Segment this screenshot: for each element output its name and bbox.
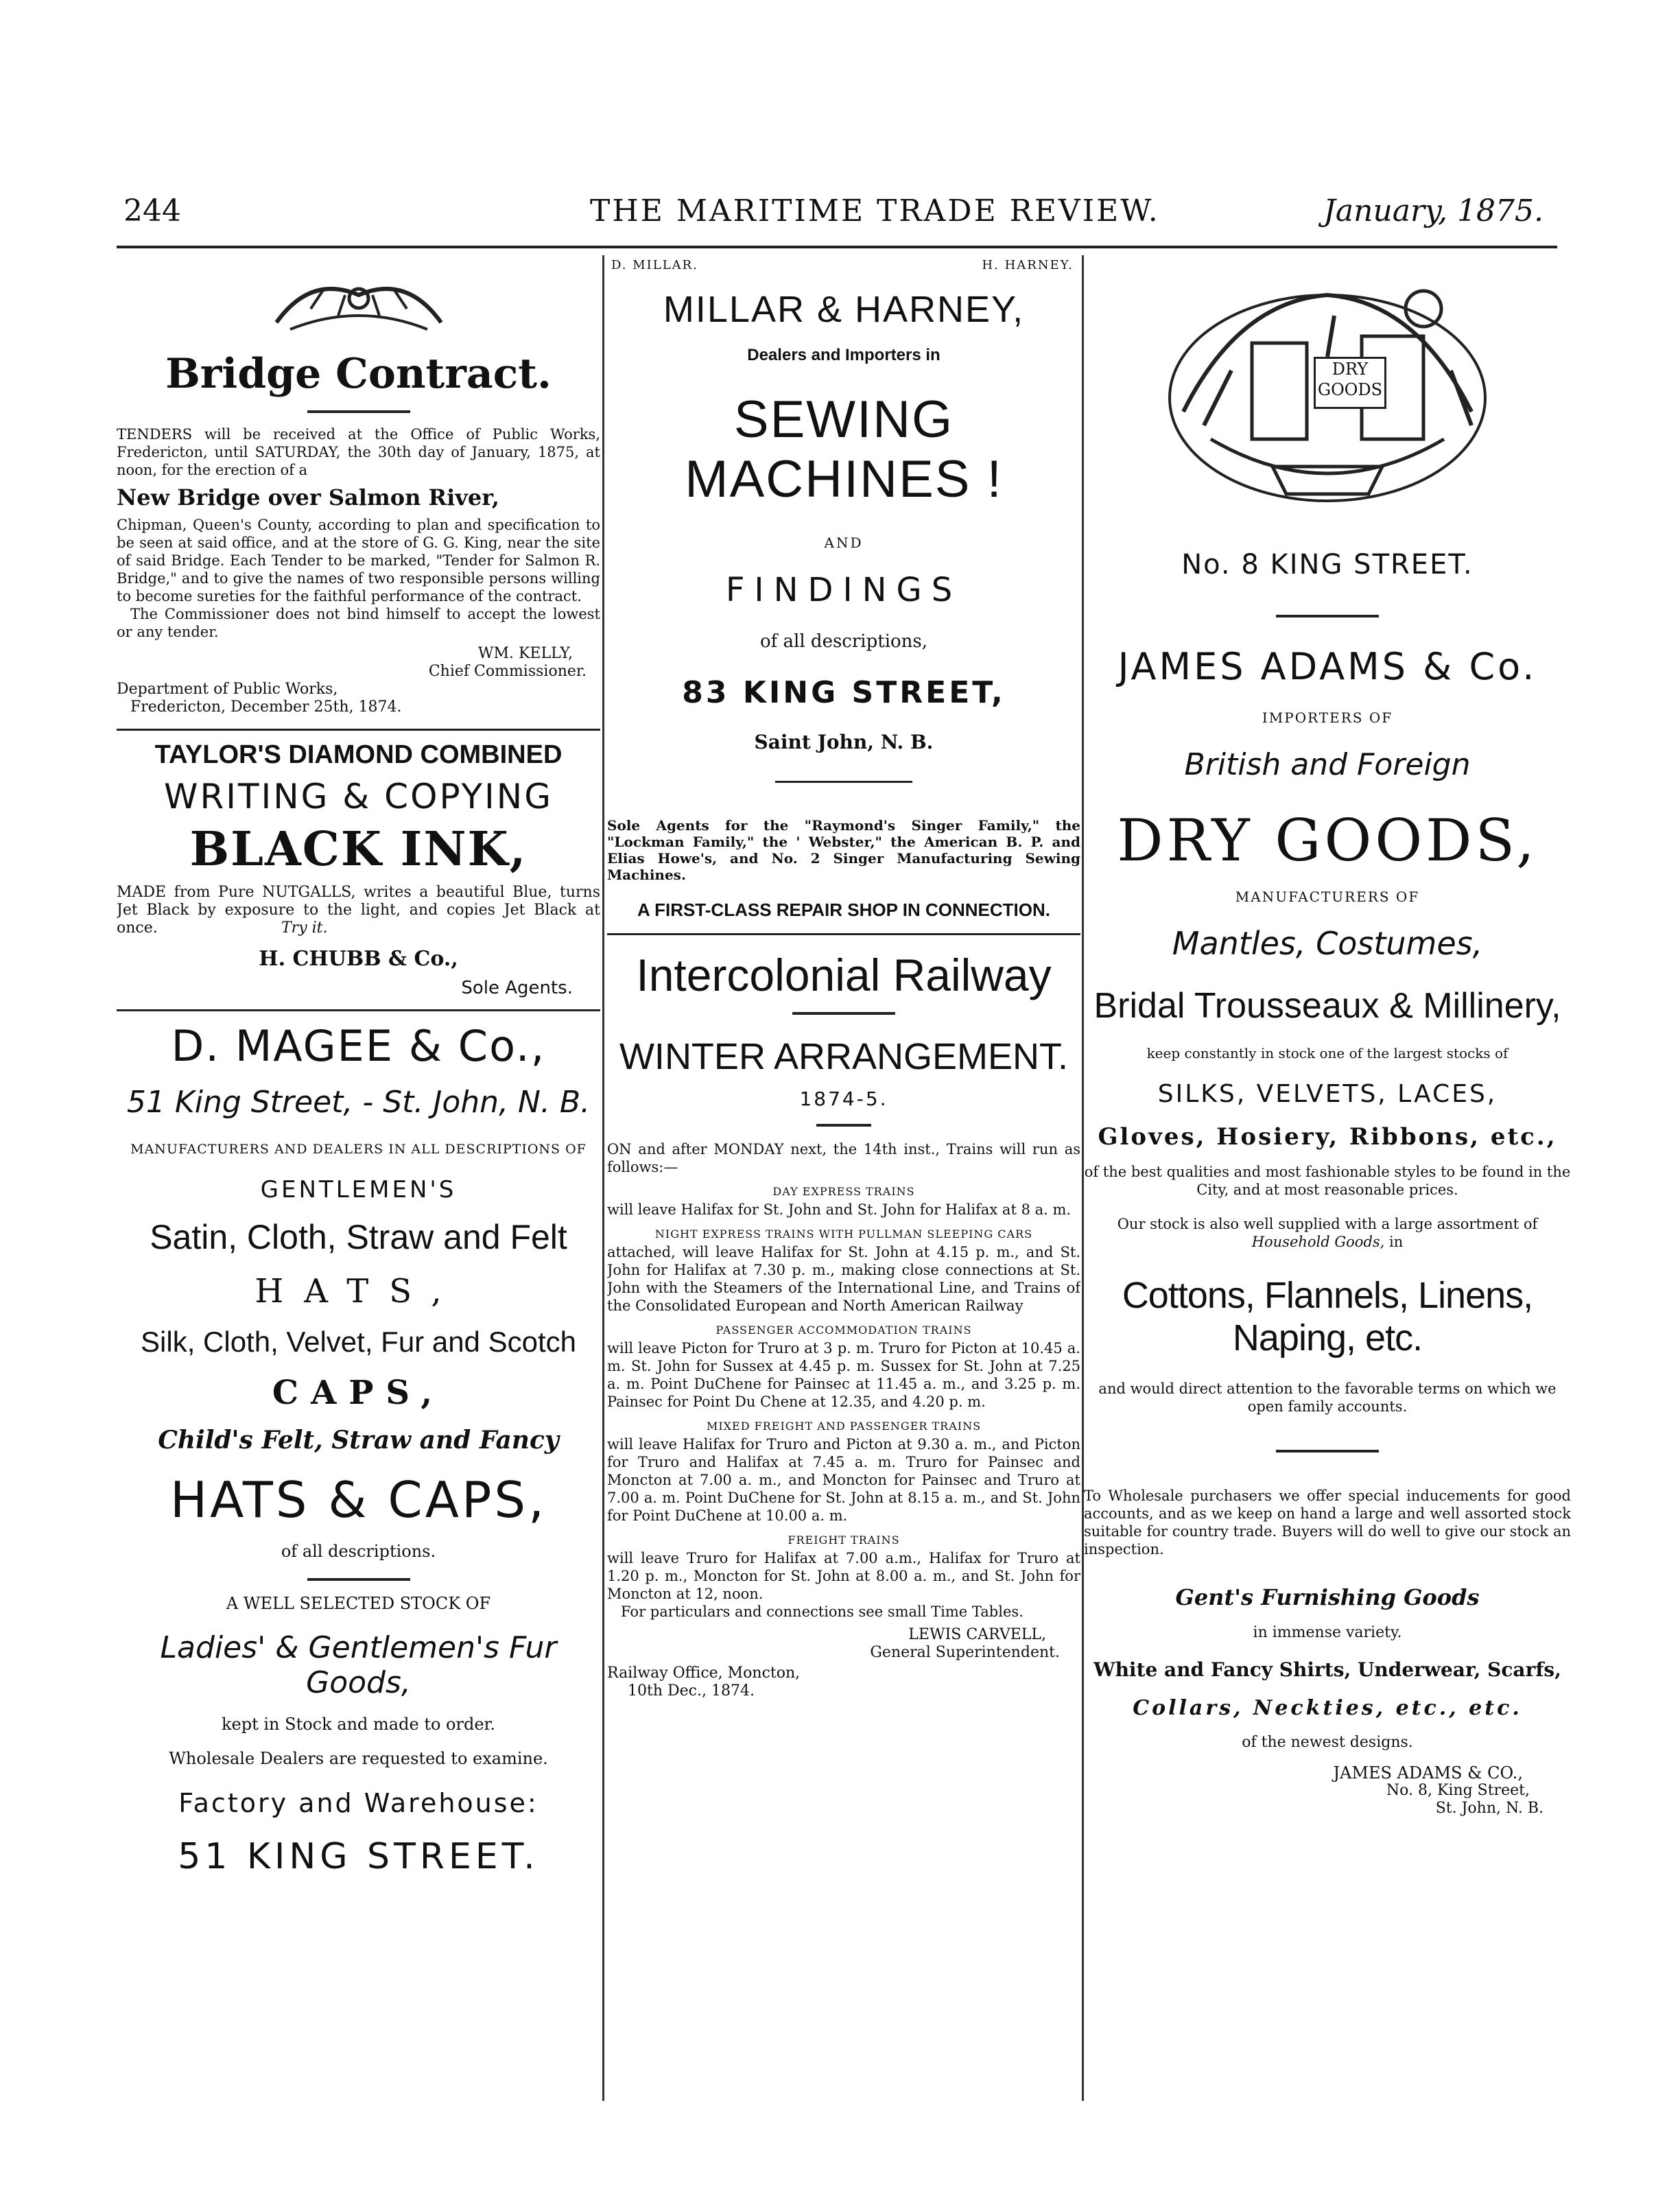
magee-factory: Factory and Warehouse: (178, 1788, 539, 1818)
millar-city: Saint John, N. B. (754, 731, 934, 753)
divider (307, 1578, 410, 1581)
adams-stock-line (1084, 1215, 1571, 1251)
railway-h5: FREIGHT TRAINS (788, 1533, 900, 1547)
magee-hats: HATS, (255, 1272, 462, 1310)
adams-sig: JAMES ADAMS & CO., (1333, 1763, 1523, 1783)
railway-p2: attached, will leave Halifax for St. John at 4.15 p. m., and St. John for Halifax at 7.30 p. m., making close connections at St. John with the Steamers of the International Line, and Trains of the Consolidated European and North American Railway (607, 1244, 1080, 1314)
millar-repair: A FIRST-CLASS REPAIR SHOP IN CONNECTION. (637, 900, 1050, 920)
adams-collars: Collars, Neckties, etc., etc. (1133, 1696, 1522, 1720)
bridge-dept: Department of Public Works, (117, 681, 338, 698)
partner-left: D. MILLAR. (611, 258, 698, 272)
column-2 (607, 254, 1080, 2175)
magee-gents: GENTLEMEN'S (260, 1176, 457, 1203)
millar-harney-ad (607, 257, 1080, 921)
adams-manuf: MANUFACTURERS OF (1235, 889, 1420, 905)
millar-sole: Sole Agents for the "Raymond's Singer Family," the "Lockman Family," the ' Webster," the American B. P. and Elias Howe's, and No. 2 Singer Manufacturing Sewing Machines. (607, 817, 1080, 883)
magee-alldesc: of all descriptions. (281, 1542, 436, 1561)
column-divider-1 (602, 255, 604, 2101)
divider (775, 781, 912, 783)
adams-keep: keep constantly in stock one of the largest stocks of (1146, 1045, 1509, 1061)
magee-satin: Satin, Cloth, Straw and Felt (150, 1218, 567, 1256)
railway-ad (607, 949, 1080, 1700)
railway-p6: For particulars and connections see small Time Tables. (621, 1603, 1024, 1620)
ornament-image (270, 268, 448, 343)
dry-goods-badge: DRY GOODS (1314, 357, 1386, 409)
bridge-body-3: The Commissioner does not bind himself to accept the lowest or any tender. (117, 606, 600, 640)
magee-caps: CAPS, (272, 1374, 445, 1412)
page-header (117, 185, 1557, 240)
ink-line-2: WRITING & COPYING (164, 777, 553, 816)
bridge-contract-ad (117, 268, 600, 716)
railway-winter: WINTER ARRANGEMENT. (619, 1036, 1069, 1077)
divider (607, 933, 1080, 935)
ink-line-3: BLACK INK, (189, 822, 528, 877)
magee-address: 51 King Street, - St. John, N. B. (126, 1085, 591, 1120)
magee-wholesale: Wholesale Dealers are requested to examine. (169, 1749, 548, 1768)
column-3 (1084, 254, 1571, 2175)
page-number: 244 (123, 193, 181, 228)
adams-shirts: White and Fancy Shirts, Underwear, Scarfs, (1093, 1658, 1561, 1681)
magee-silk: Silk, Cloth, Velvet, Fur and Scotch (141, 1326, 576, 1358)
partner-right: H. HARNEY. (982, 258, 1074, 272)
adams-cottons: Cottons, Flannels, Linens, Naping, etc. (1122, 1275, 1533, 1359)
magee-street: 51 KING STREET. (178, 1836, 539, 1877)
header-rule (117, 246, 1557, 248)
adams-silks: SILKS, VELVETS, LACES, (1157, 1080, 1498, 1108)
divider (117, 729, 600, 731)
railway-h2: NIGHT EXPRESS TRAINS WITH PULLMAN SLEEPING CARS (654, 1227, 1033, 1241)
ink-agent: H. CHUBB & Co., (259, 947, 458, 971)
adams-wholesale: To Wholesale purchasers we offer special inducements for good accounts, and as we keep on hand a large and well assorted stock suitable for country trade. Buyers will do well to give our stock an inspection. (1084, 1488, 1571, 1557)
magee-hatscaps: HATS & CAPS, (170, 1471, 547, 1529)
magee-childs: Child's Felt, Straw and Fancy (158, 1426, 559, 1455)
ink-agent-title: Sole Agents. (461, 978, 573, 998)
divider (816, 1124, 871, 1127)
millar-and: AND (824, 534, 864, 551)
page-date: January, 1875. (1323, 193, 1543, 228)
ink-ad (117, 740, 600, 998)
railway-p5: will leave Truro for Halifax at 7.00 a.m., Halifax for Truro at 1.20 p. m., Moncton for St. John at 8.00 a. m., and St. John for Moncton at 12, noon. (607, 1550, 1080, 1602)
magee-stock: A WELL SELECTED STOCK OF (226, 1594, 491, 1613)
millar-sewing: SEWING MACHINES ! (685, 390, 1003, 508)
adams-household: Household Goods, (1251, 1234, 1385, 1250)
adams-best: of the best qualities and most fashionable styles to be found in the City, and at most reasonable prices. (1084, 1164, 1571, 1198)
millar-findings: FINDINGS (725, 571, 962, 609)
railway-p3: will leave Picton for Truro at 3 p. m. Truro for Picton at 10.45 a. m. St. John for Sussex at 4.45 p. m. Sussex for St. John at 7.25 a. m. Point DuChene for Painsec at 11.45 a. m., and 3.25 p. m. Painsec for Point Du Chene at 12.35, and 4.20 p. m. (607, 1340, 1080, 1410)
railway-title: Intercolonial Railway (636, 950, 1052, 1000)
adams-importers: IMPORTERS OF (1262, 709, 1393, 726)
divider (307, 410, 410, 413)
adams-name: JAMES ADAMS & Co. (1117, 645, 1537, 688)
millar-dealers: Dealers and Importers in (747, 346, 940, 364)
railway-p4: will leave Halifax for Truro and Picton at 9.30 a. m., and Picton for Truro and Halifax at 7.45 a. m. Truro for Painsec and Moncton at 7.00 a. m., and Moncton for Painsec and Truro at 7.00 a. m. Point DuChene for St. John at 8.15 a. m., and St. John for Point DuChene at 10.00 a. m. (607, 1436, 1080, 1524)
millar-alldesc: of all descriptions, (759, 631, 928, 652)
adams-sig-addr: No. 8, King Street, (1386, 1782, 1530, 1799)
james-adams-ad (1084, 261, 1571, 1818)
railway-intro: ON and after MONDAY next, the 14th inst., Trains will run as follows:— (607, 1141, 1080, 1175)
magee-kept: kept in Stock and made to order. (222, 1715, 495, 1734)
millar-address: 83 KING STREET, (682, 675, 1006, 710)
ink-line-1: TAYLOR'S DIAMOND COMBINED (154, 740, 563, 769)
railway-year: 1874-5. (799, 1088, 888, 1110)
adams-british: British and Foreign (1184, 747, 1471, 782)
railway-office-date: 10th Dec., 1874. (628, 1682, 755, 1700)
bridge-dept-place: Fredericton, December 25th, 1874. (130, 698, 402, 716)
bridge-body-2: Chipman, Queen's County, according to plan and specification to be seen at said office, and at the store of G. G. King, near the site of said Bridge. Each Tender to be marked, "Tender for Salmon R. Bridge," and to give the names of two responsible persons willing to become sureties for the faithful performance of the contract. (117, 517, 600, 604)
bridge-body-1: TENDERS will be received at the Office of Public Works, Fredericton, until SATURDAY, the 30th day of January, 1875, at noon, for the erection of a (117, 426, 600, 478)
bridge-headline: New Bridge over Salmon River, (117, 484, 499, 510)
divider (117, 1009, 600, 1011)
railway-p1: will leave Halifax for St. John and St. John for Halifax at 8 a. m. (607, 1201, 1072, 1218)
magee-ad (117, 1021, 600, 1877)
page-title: THE MARITIME TRADE REVIEW. (590, 193, 1160, 228)
divider (1276, 1450, 1379, 1453)
divider (1276, 615, 1379, 618)
ink-try: Try it. (281, 919, 328, 937)
adams-drygoods: DRY GOODS, (1117, 807, 1538, 874)
railway-h4: MIXED FREIGHT AND PASSENGER TRAINS (706, 1420, 982, 1433)
adams-gloves: Gloves, Hosiery, Ribbons, etc., (1098, 1123, 1557, 1151)
adams-stock: Our stock is also well supplied with a large assortment of (1117, 1216, 1538, 1232)
adams-bridal: Bridal Trousseaux & Millinery, (1093, 986, 1561, 1026)
magee-name: D. MAGEE & Co., (171, 1021, 546, 1071)
adams-mantles: Mantles, Costumes, (1172, 925, 1483, 962)
bridge-signer: WM. KELLY, (477, 645, 573, 662)
adams-immense: in immense variety. (1253, 1624, 1402, 1641)
adams-direct: and would direct attention to the favorable terms on which we open family accounts. (1098, 1380, 1557, 1415)
adams-sig-city: St. John, N. B. (1435, 1800, 1543, 1817)
bridge-title: Bridge Contract. (165, 350, 552, 398)
column-1 (117, 254, 600, 2175)
dry-goods-illustration (1156, 261, 1499, 528)
adams-in: in (1389, 1234, 1404, 1250)
bridge-signer-title: Chief Commissioner. (428, 663, 587, 680)
adams-gents: Gent's Furnishing Goods (1175, 1584, 1480, 1610)
divider (792, 1012, 895, 1015)
railway-signer-title: General Superintendent. (870, 1644, 1060, 1661)
magee-fur: Ladies' & Gentlemen's Fur Goods, (160, 1630, 557, 1700)
millar-title: MILLAR & HARNEY, (663, 289, 1025, 330)
adams-street: No. 8 KING STREET. (1181, 549, 1474, 580)
ink-body: MADE from Pure NUTGALLS, writes a beautiful Blue, turns Jet Black by exposure to the light, and copies Jet Black at once. (117, 884, 600, 937)
railway-h1: DAY EXPRESS TRAINS (772, 1185, 915, 1198)
railway-office: Railway Office, Moncton, (607, 1665, 801, 1682)
millar-partners (607, 257, 1080, 277)
magee-line: MANUFACTURERS AND DEALERS IN ALL DESCRIPTIONS OF (130, 1142, 587, 1157)
railway-signer: LEWIS CARVELL, (908, 1626, 1046, 1643)
railway-h3: PASSENGER ACCOMMODATION TRAINS (715, 1324, 972, 1337)
adams-newest: of the newest designs. (1242, 1734, 1413, 1751)
